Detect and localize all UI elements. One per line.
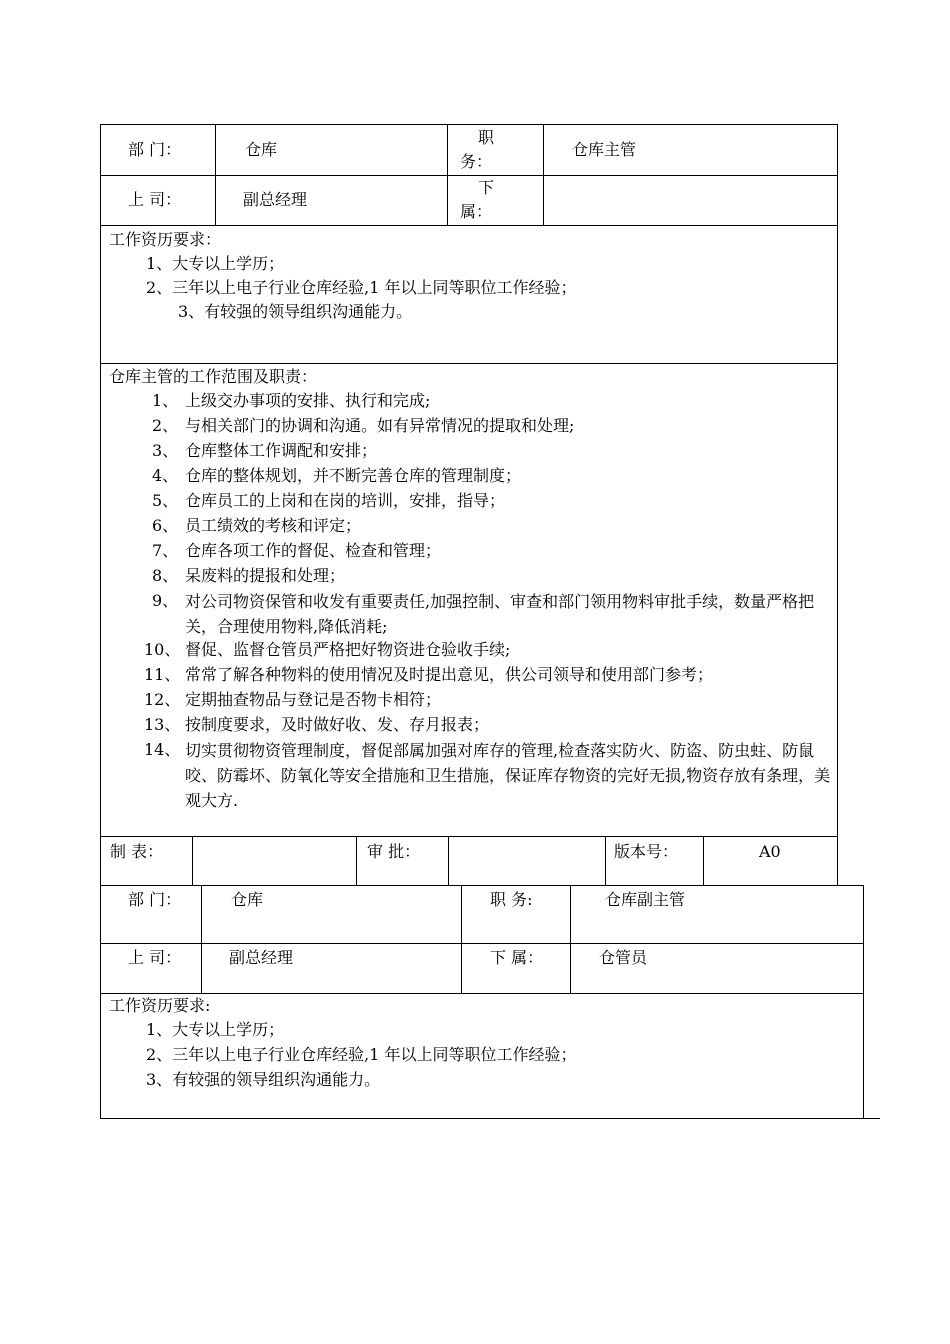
position-label-line2: 务： [460,152,493,171]
dept-value: 仓库 [231,890,264,909]
position-label: 职 务: [490,890,533,909]
superior-value: 副总经理 [243,190,308,209]
duty-number: 1、 [152,391,179,410]
superior-value: 副总经理 [229,948,294,967]
duty-text: 仓库员工的上岗和在岗的培训，安排，指导； [185,491,506,510]
duty-number: 3、 [152,441,179,460]
duty-number: 7、 [152,541,179,560]
duty-text: 仓库各项工作的督促、检查和管理； [185,541,442,560]
duty-number: 4、 [152,466,179,485]
duty-number: 8、 [152,566,179,585]
duty-number: 9、 [152,591,179,610]
duties-heading: 仓库主管的工作范围及职责： [109,367,318,386]
duty-number: 11、 [144,665,181,684]
subordinate-label: 下 属： [490,948,544,967]
duty-text: 督促、监督仓管员严格把好物资进仓验收手续; [185,640,511,659]
position-label-line1: 职 [478,128,495,147]
duty-number: 14、 [144,740,181,759]
requirement-item: 2、三年以上电子行业仓库经验,1 年以上同等职位工作经验； [146,278,577,297]
subordinate-label-line2: 属： [460,202,493,221]
requirements-heading: 工作资历要求: [109,996,211,1015]
duty-number: 6、 [152,516,179,535]
superior-label: 上 司： [128,190,182,209]
duty-text: 定期抽查物品与登记是否物卡相符； [185,690,442,709]
position-value: 仓库主管 [572,140,637,159]
duty-text: 与相关部门的协调和沟通。如有异常情况的提取和处理; [185,416,575,435]
duty-text: 员工绩效的考核和评定； [185,516,362,535]
duty-text: 仓库整体工作调配和安排； [185,441,378,460]
duty-number: 13、 [144,715,181,734]
duty-number: 2、 [152,416,179,435]
duty-text: 对公司物资保管和收发有重要责任,加强控制、审查和部门领用物料审批手续，数量严格把关，合理使用物料,降低消耗; [185,592,815,636]
requirement-item: 2、三年以上电子行业仓库经验,1 年以上同等职位工作经验； [146,1045,577,1064]
approved-by-label: 审 批： [367,842,421,861]
dept-label: 部 门： [128,140,182,159]
duty-text: 常常了解各种物料的使用情况及时提出意见，供公司领导和使用部门参考； [185,665,714,684]
dept-label: 部 门： [128,890,182,909]
dept-value: 仓库 [245,140,278,159]
duty-text: 仓库的整体规划，并不断完善仓库的管理制度； [185,466,522,485]
duty-number: 12、 [144,690,181,709]
requirements-heading: 工作资历要求： [109,230,222,249]
requirement-item: 3、有较强的领导组织沟通能力。 [178,302,413,321]
duty-text: 按制度要求，及时做好收、发、存月报表； [185,715,490,734]
requirement-item: 1、大专以上学历； [146,254,285,273]
duty-number: 5、 [152,491,179,510]
superior-label: 上 司： [128,948,182,967]
duty-number: 10、 [144,640,181,659]
subordinate-value: 仓管员 [599,948,648,967]
duty-text: 切实贯彻物资管理制度，督促部属加强对库存的管理,检查落实防火、防盗、防虫蛀、防鼠咬、防霉坏、防氧化等安全措施和卫生措施，保证库存物资的完好无损,物资存放有条理，美观大方. [185,741,831,810]
position-value: 仓库副主管 [605,890,686,909]
duty-text: 呆废料的提报和处理； [185,566,346,585]
requirement-item: 3、有较强的领导组织沟通能力。 [146,1070,381,1089]
requirement-item: 1、大专以上学历； [146,1020,285,1039]
made-by-label: 制 表： [110,842,164,861]
version-label: 版本号： [614,842,679,861]
subordinate-label-line1: 下 [478,178,495,197]
duty-text: 上级交办事项的安排、执行和完成; [185,391,431,410]
version-value: A0 [759,842,781,861]
